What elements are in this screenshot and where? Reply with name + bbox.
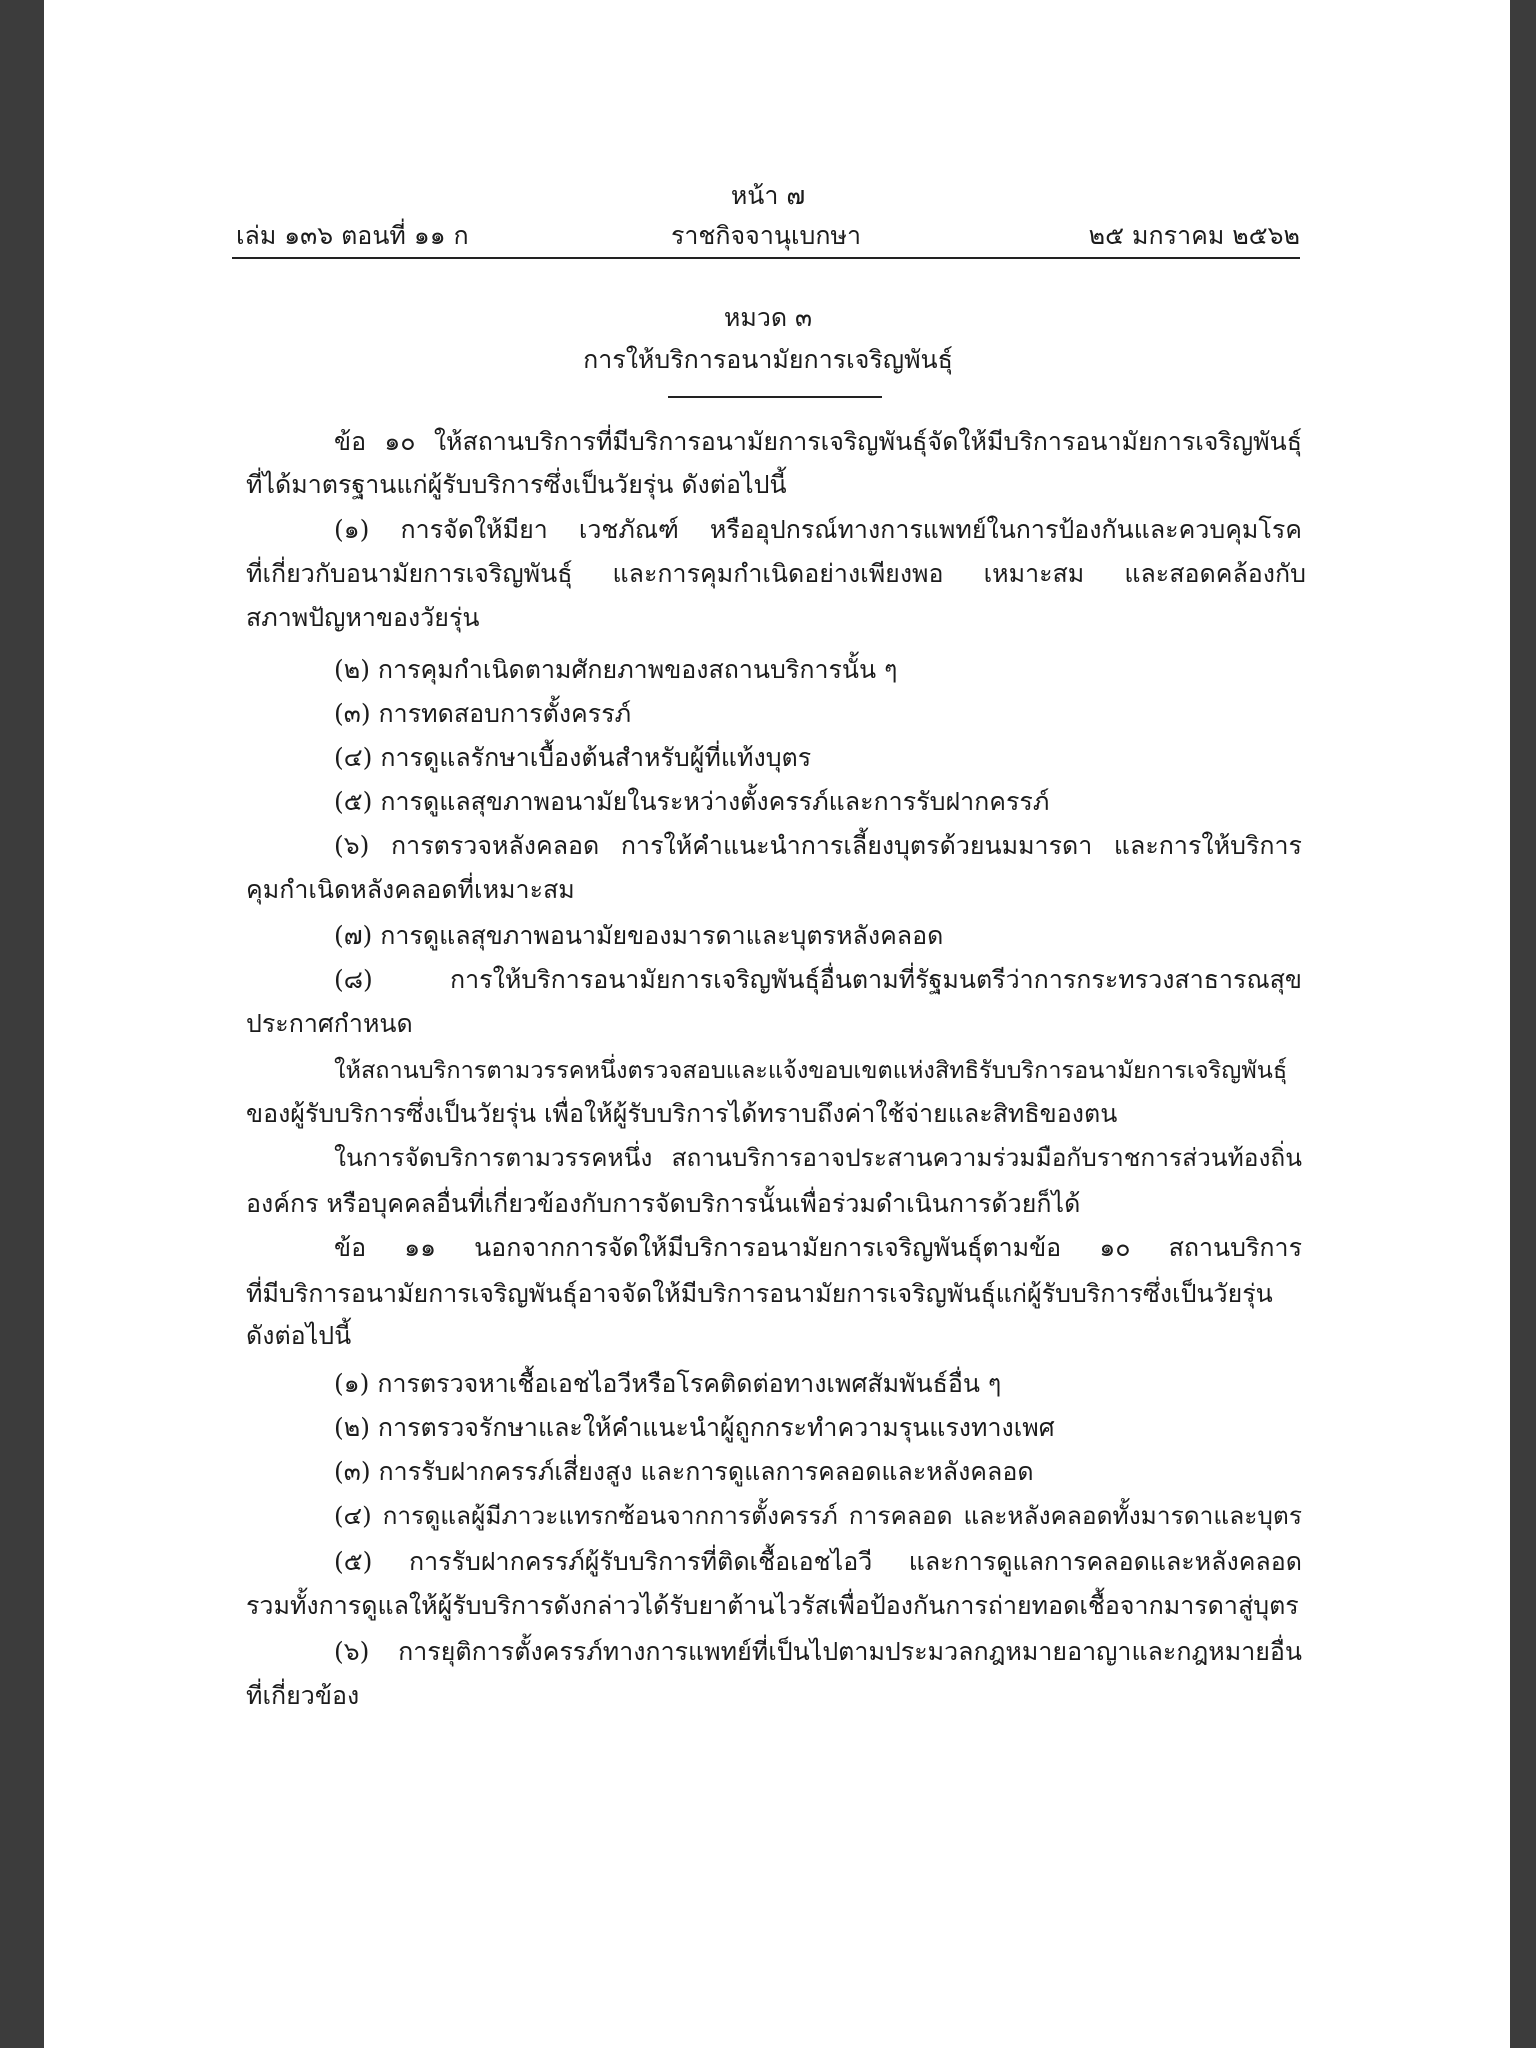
body-line: คุมกำเนิดหลังคลอดที่เหมาะสม <box>246 875 575 904</box>
body-line: (๘) การให้บริการอนามัยการเจริญพันธุ์อื่นตามที่รัฐมนตรีว่าการกระทรวงสาธารณสุข <box>334 965 1302 994</box>
body-line: ที่มีบริการอนามัยการเจริญพันธุ์อาจจัดให้มีบริการอนามัยการเจริญพันธุ์แก่ผู้รับบริการซึ่งเป็นวัยรุ่น <box>246 1279 1273 1308</box>
body-line: (๒) การตรวจรักษาและให้คำแนะนำผู้ถูกกระทำความรุนแรงทางเพศ <box>334 1413 1055 1442</box>
body-line: ให้สถานบริการตามวรรคหนึ่งตรวจสอบและแจ้งขอบเขตแห่งสิทธิรับบริการอนามัยการเจริญพันธุ์ <box>334 1056 1288 1084</box>
body-line: ของผู้รับบริการซึ่งเป็นวัยรุ่น เพื่อให้ผู้รับบริการได้ทราบถึงค่าใช้จ่ายและสิทธิของตน <box>246 1099 1118 1128</box>
body-line: ที่ได้มาตรฐานแก่ผู้รับบริการซึ่งเป็นวัยรุ่น ดังต่อไปนี้ <box>246 470 787 499</box>
body-line: ข้อ ๑๐ ให้สถานบริการที่มีบริการอนามัยการเจริญพันธุ์จัดให้มีบริการอนามัยการเจริญพันธุ์ <box>334 427 1302 456</box>
body-line: (๖) การตรวจหลังคลอด การให้คำแนะนำการเลี้ยงบุตรด้วยนมมารดา และการให้บริการ <box>334 831 1302 860</box>
publication-name: ราชกิจจานุเบกษา <box>670 221 862 250</box>
body-line: ประกาศกำหนด <box>246 1009 413 1038</box>
body-line: ที่เกี่ยวข้อง <box>246 1681 360 1710</box>
page-number: หน้า ๗ <box>730 181 806 210</box>
body-line: (๗) การดูแลสุขภาพอนามัยของมารดาและบุตรหลังคลอด <box>334 921 944 950</box>
body-line: ในการจัดบริการตามวรรคหนึ่ง สถานบริการอาจประสานความร่วมมือกับราชการส่วนท้องถิ่น <box>334 1143 1302 1172</box>
volume-issue: เล่ม ๑๓๖ ตอนที่ ๑๑ ก <box>236 221 469 250</box>
gazette-header <box>232 216 1300 256</box>
body-line: รวมทั้งการดูแลให้ผู้รับบริการดังกล่าวได้รับยาต้านไวรัสเพื่อป้องกันการถ่ายทอดเชื้อจากมารดาสู่บุตร <box>246 1591 1299 1620</box>
header-rule <box>232 257 1300 259</box>
publication-date: ๒๕ มกราคม ๒๕๖๒ <box>1088 221 1300 250</box>
body-line: (๖) การยุติการตั้งครรภ์ทางการแพทย์ที่เป็นไปตามประมวลกฎหมายอาญาและกฎหมายอื่น <box>334 1637 1302 1666</box>
chapter-number: หมวด ๓ <box>723 303 813 332</box>
body-line: (๑) การจัดให้มียา เวชภัณฑ์ หรืออุปกรณ์ทางการแพทย์ในการป้องกันและควบคุมโรค <box>334 515 1302 544</box>
body-line: (๕) การรับฝากครรภ์ผู้รับบริการที่ติดเชื้อเอชไอวี และการดูแลการคลอดและหลังคลอด <box>334 1547 1302 1576</box>
body-line: ที่เกี่ยวกับอนามัยการเจริญพันธุ์ และการคุมกำเนิดอย่างเพียงพอ เหมาะสม และสอดคล้องกับ <box>246 559 1306 588</box>
body-line: (๒) การคุมกำเนิดตามศักยภาพของสถานบริการนั้น ๆ <box>334 655 898 684</box>
body-line: (๔) การดูแลผู้มีภาวะแทรกซ้อนจากการตั้งครรภ์ การคลอด และหลังคลอดทั้งมารดาและบุตร <box>334 1501 1302 1530</box>
body-line: (๑) การตรวจหาเชื้อเอชไอวีหรือโรคติดต่อทางเพศสัมพันธ์อื่น ๆ <box>334 1369 1002 1398</box>
chapter-title: การให้บริการอนามัยการเจริญพันธุ์ <box>583 345 953 374</box>
body-line: องค์กร หรือบุคคลอื่นที่เกี่ยวข้องกับการจัดบริการนั้นเพื่อร่วมดำเนินการด้วยก็ได้ <box>246 1189 1081 1218</box>
body-line: (๕) การดูแลสุขภาพอนามัยในระหว่างตั้งครรภ์และการรับฝากครรภ์ <box>334 787 1050 816</box>
body-line: ข้อ ๑๑ นอกจากการจัดให้มีบริการอนามัยการเจริญพันธุ์ตามข้อ ๑๐ สถานบริการ <box>334 1233 1302 1262</box>
body-line: (๓) การรับฝากครรภ์เสี่ยงสูง และการดูแลการคลอดและหลังคลอด <box>334 1457 1034 1486</box>
body-line: สภาพปัญหาของวัยรุ่น <box>246 603 480 632</box>
body-line: (๓) การทดสอบการตั้งครรภ์ <box>334 699 632 728</box>
body-line: ดังต่อไปนี้ <box>246 1321 352 1350</box>
body-line: (๔) การดูแลรักษาเบื้องต้นสำหรับผู้ที่แท้งบุตร <box>334 743 812 772</box>
title-rule <box>668 396 882 398</box>
